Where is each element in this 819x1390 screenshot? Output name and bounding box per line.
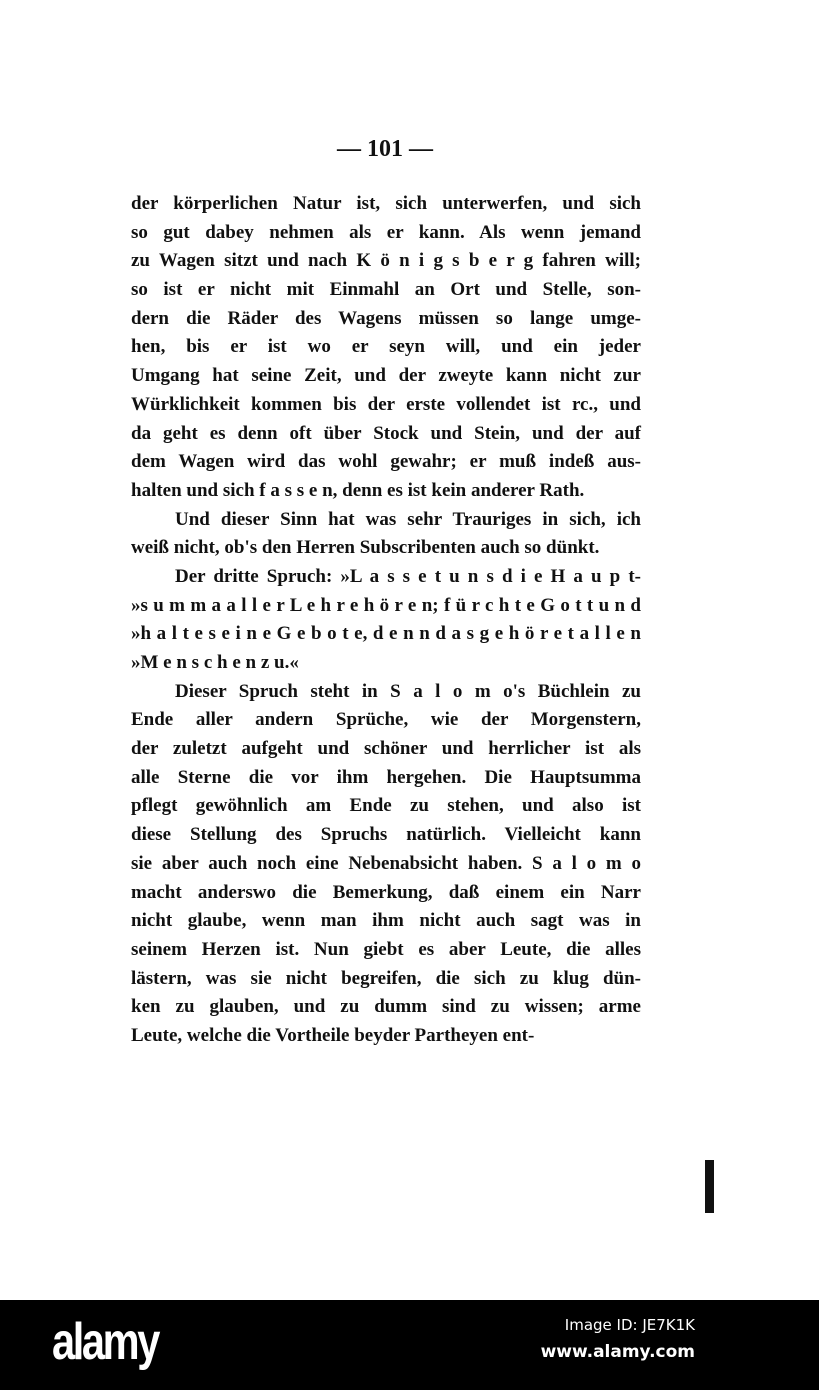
text-line: alle Sterne die vor ihm hergehen. Die Hauptsumma [131,766,641,788]
site-url: www.alamy.com [540,1342,695,1362]
text-line: lästern, was sie nicht begreifen, die sich zu klug dün- [131,967,641,989]
text-line: weiß nicht, ob's den Herren Subscribenten auch so dünkt. [131,537,600,559]
text-line: »M e n s c h e n z u.« [131,652,299,673]
text-line: so gut dabey nehmen als er kann. Als wenn jemand [131,221,641,243]
text-line: da geht es denn oft über Stock und Stein, und der auf [131,422,641,444]
text-line: so ist er nicht mit Einmahl an Ort und Stelle, son- [131,279,641,301]
page-number: — 101 — [337,136,433,162]
text-line: diese Stellung des Spruchs natürlich. Vielleicht kann [131,824,641,846]
alamy-logo: alamy [52,1313,158,1371]
text-line: zu Wagen sitzt und nach K ö n i g s b e r g fahren will; [131,250,641,272]
text-line: sie aber auch noch eine Nebenabsicht haben. S a l o m o [131,852,641,874]
text-line: dern die Räder des Wagens müssen so lange umge- [131,307,641,329]
text-line: der körperlichen Natur ist, sich unterwerfen, und sich [131,193,641,214]
text-line: macht anderswo die Bemerkung, daß einem ein Narr [131,881,641,903]
text-line: pflegt gewöhnlich am Ende zu stehen, und also ist [131,795,641,817]
text-line: halten und sich f a s s e n, denn es ist kein anderer Rath. [131,479,585,501]
watermark-footer [0,1300,819,1390]
scan-edge-mark [705,1160,714,1213]
text-line: Leute, welche die Vortheile beyder Partheyen ent- [131,1024,535,1046]
body-text [131,190,641,1051]
text-line: Ende aller andern Sprüche, wie der Morgenstern, [131,709,641,731]
text-line: seinem Herzen ist. Nun giebt es aber Leute, die alles [131,938,641,960]
text-line: »s u m m a a l l e r L e h r e h ö r e n; f ü r c h t e G o t t u n d [131,594,641,616]
text-line: nicht glaube, wenn man ihm nicht auch sagt was in [131,910,641,932]
text-line: Würklichkeit kommen bis der erste vollendet ist rc., und [131,393,641,415]
text-line: Und dieser Sinn hat was sehr Trauriges in sich, ich [175,508,641,530]
text-line: Der dritte Spruch: »L a s s e t u n s d i e H a u p t- [175,565,641,587]
image-id: Image ID: JE7K1K [564,1316,695,1334]
text-line: »h a l t e s e i n e G e b o t e, d e n n d a s g e h ö r e t a l l e n [131,623,641,645]
text-line: Umgang hat seine Zeit, und der zweyte kann nicht zur [131,365,641,387]
text-line: Dieser Spruch steht in S a l o m o's Büchlein zu [175,680,641,702]
text-line: ken zu glauben, und zu dumm sind zu wissen; arme [131,996,641,1018]
text-line: hen, bis er ist wo er seyn will, und ein jeder [131,336,641,358]
text-line: der zuletzt aufgeht und schöner und herrlicher ist als [131,738,641,760]
text-line: dem Wagen wird das wohl gewahr; er muß indeß aus- [131,451,641,473]
